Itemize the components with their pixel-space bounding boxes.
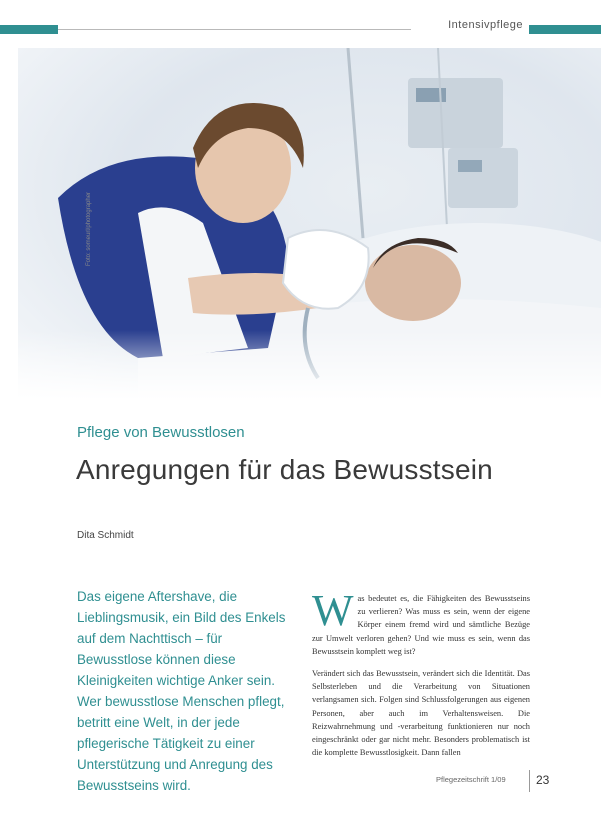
page-number: 23	[536, 773, 550, 787]
page-header	[0, 16, 601, 46]
dropcap: W	[312, 586, 354, 635]
body-paragraph-1: as bedeutet es, die Fähigkeiten des Bewusstseins zu verlieren? Was muss es sein, wenn der eigene Körper einem fremd wird und sämtliche Bezüge zur Umwelt verloren gehen? Und wie muss es sein, wenn das Bewusstsein komplett weg ist?	[312, 594, 530, 656]
footer-source: Pflegezeitschrift 1/09	[436, 775, 506, 784]
article-author: Dita Schmidt	[77, 530, 134, 541]
header-divider	[58, 29, 411, 30]
page-footer	[0, 770, 601, 794]
footer-divider	[529, 770, 530, 792]
section-label: Intensivpflege	[448, 19, 523, 31]
article-lead: Das eigene Aftershave, die Lieblingsmusik, ein Bild des Enkels auf dem Nachttisch – für Bewusstlose können diese Kleinigkeiten wichtige Anker sein. Wer bewusstlose Menschen pflegt, betritt eine Welt, in der jede pflegerische Tätigkeit zu einer Unterstützung und Anregung des Bewusstseins wird.	[77, 589, 286, 793]
header-accent-bar-left	[0, 25, 58, 34]
header-accent-bar-right	[529, 25, 601, 34]
article-body	[312, 586, 530, 759]
article-subtitle: Pflege von Bewusstlosen	[77, 424, 245, 441]
article-title: Anregungen für das Bewusstsein	[76, 454, 493, 485]
article-photo	[18, 48, 601, 400]
photo-fade	[18, 330, 601, 400]
photo-credit: Foto: someurl/photographer	[86, 191, 92, 266]
body-paragraph-2: Verändert sich das Bewusstsein, verändert sich die Identität. Das Selbsterleben und die Verarbeitung von Situationen verlangsamen sich. Folgen sind Schlussfolgerungen aus eigenen Personen, aber auch im Verhaltensweisen. Die Reizwahrnehmung und -verarbeitung funktionieren nur noch eingeschränkt oder gar nicht mehr. Besonders problematisch ist die komplette Bewusstlosigkeit. Dann fallen	[312, 669, 530, 758]
